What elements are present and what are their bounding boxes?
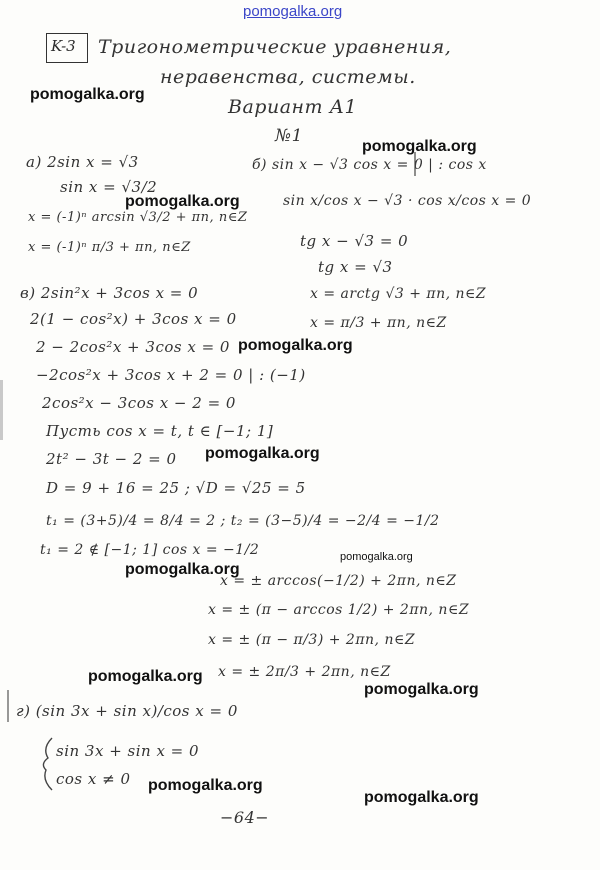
part-v-line: x = ± 2π/3 + 2πn, n∈Z <box>218 664 391 680</box>
part-v-line: 2cos²x − 3cos x − 2 = 0 <box>42 394 236 412</box>
part-b-line: б) sin x − √3 cos x = 0 | : cos x <box>252 157 487 173</box>
variant-label: Вариант А1 <box>228 96 358 118</box>
part-a-line: а) 2sin x = √3 <box>26 153 139 171</box>
part-b-line: x = π/3 + πn, n∈Z <box>310 315 447 331</box>
watermark: pomogalka.org <box>362 138 477 155</box>
watermark: pomogalka.org <box>340 551 413 563</box>
part-v-line: x = ± (π − π/3) + 2πn, n∈Z <box>208 632 416 648</box>
part-b-line: x = arctg √3 + πn, n∈Z <box>310 286 487 302</box>
title-line-2: неравенства, системы. <box>160 66 416 88</box>
part-v-line: 2(1 − cos²x) + 3cos x = 0 <box>30 310 237 328</box>
watermark: pomogalka.org <box>364 789 479 806</box>
part-g-line: sin 3x + sin x = 0 <box>56 742 200 760</box>
watermark: pomogalka.org <box>364 681 479 698</box>
watermark: pomogalka.org <box>205 445 320 462</box>
ticket-label: K-3 <box>51 37 76 55</box>
watermark: pomogalka.org <box>148 777 263 794</box>
watermark: pomogalka.org <box>88 668 203 685</box>
part-a-line: x = (-1)ⁿ arcsin √3/2 + πn, n∈Z <box>28 210 248 225</box>
part-v-line: 2 − 2cos²x + 3cos x = 0 <box>36 338 230 356</box>
watermark-top[interactable]: pomogalka.org <box>243 3 343 20</box>
part-a-line: sin x = √3/2 <box>60 178 158 196</box>
title-line-1: Тригонометрические уравнения, <box>98 36 452 58</box>
watermark: pomogalka.org <box>125 193 240 210</box>
part-v-line: D = 9 + 16 = 25 ; √D = √25 = 5 <box>46 479 306 497</box>
part-a-line: x = (-1)ⁿ π/3 + πn, n∈Z <box>28 240 191 255</box>
part-b-line: tg x − √3 = 0 <box>300 232 409 250</box>
part-g-line: cos x ≠ 0 <box>56 770 131 788</box>
part-b-line: tg x = √3 <box>318 258 393 276</box>
scan-artifact <box>0 380 3 440</box>
part-v-line: Пусть cos x = t, t ∈ [−1; 1] <box>46 422 274 440</box>
part-b-line: sin x/cos x − √3 · cos x/cos x = 0 <box>283 193 532 209</box>
watermark: pomogalka.org <box>238 337 353 354</box>
watermark: pomogalka.org <box>125 561 240 578</box>
part-v-line: x = ± (π − arccos 1/2) + 2πn, n∈Z <box>208 602 470 618</box>
part-v-line: x = ± arccos(−1/2) + 2πn, n∈Z <box>220 573 457 589</box>
watermark: pomogalka.org <box>30 86 145 103</box>
system-brace <box>43 738 52 790</box>
problem-number: №1 <box>275 126 303 146</box>
page-number: −64− <box>220 808 270 827</box>
part-v-line: −2cos²x + 3cos x + 2 = 0 | : (−1) <box>36 366 306 384</box>
part-v-line: в) 2sin²x + 3cos x = 0 <box>20 284 199 302</box>
part-v-line: t₁ = (3+5)/4 = 8/4 = 2 ; t₂ = (3−5)/4 = −2/4 = −1/2 <box>46 513 440 529</box>
part-v-line: 2t² − 3t − 2 = 0 <box>46 450 177 468</box>
part-v-line: t₁ = 2 ∉ [−1; 1] cos x = −1/2 <box>40 542 260 558</box>
part-g-line: г) (sin 3x + sin x)/cos x = 0 <box>16 702 238 720</box>
